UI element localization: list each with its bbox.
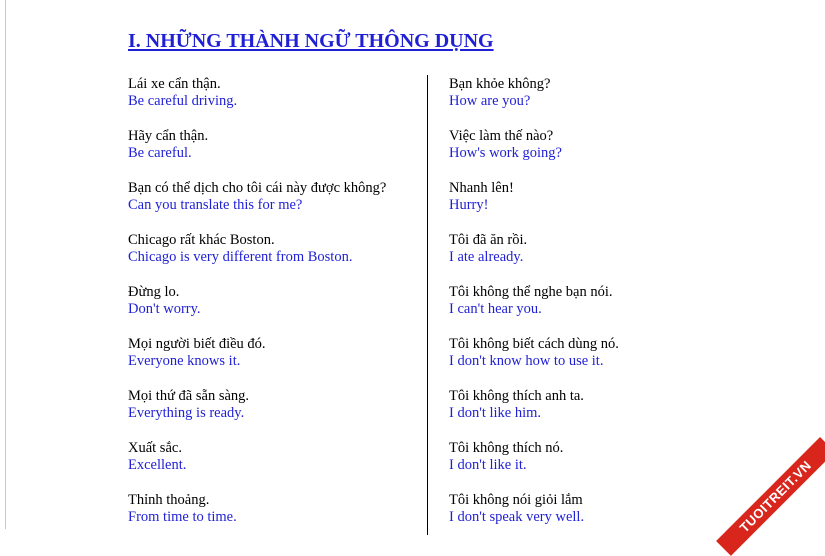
- vietnamese-phrase: Tôi không thích anh ta.: [449, 388, 584, 404]
- section-title: I. NHỮNG THÀNH NGỮ THÔNG DỤNG: [128, 30, 494, 52]
- english-translation: Can you translate this for me?: [128, 197, 303, 214]
- phrase-item: [449, 388, 619, 440]
- vietnamese-phrase: Nhanh lên!: [449, 180, 514, 196]
- vietnamese-phrase: Đừng lo.: [128, 284, 180, 300]
- english-translation: I don't like it.: [449, 457, 527, 474]
- phrase-item: [128, 388, 386, 440]
- phrase-item: [449, 76, 619, 128]
- phrase-item: [449, 232, 619, 284]
- vietnamese-phrase: Tôi không thể nghe bạn nói.: [449, 284, 613, 300]
- phrase-item: [449, 492, 619, 544]
- left-column: [128, 76, 386, 544]
- phrase-item: [449, 284, 619, 336]
- english-translation: From time to time.: [128, 509, 237, 526]
- vietnamese-phrase: Tôi không nói giỏi lắm: [449, 492, 583, 508]
- phrase-item: [128, 232, 386, 284]
- english-translation: I don't like him.: [449, 405, 542, 422]
- vietnamese-phrase: Chicago rất khác Boston.: [128, 232, 275, 248]
- vietnamese-phrase: Hãy cẩn thận.: [128, 128, 209, 144]
- watermark-ribbon: TUOITREIT.VN: [716, 437, 825, 556]
- vietnamese-phrase: Tôi không biết cách dùng nó.: [449, 336, 619, 352]
- phrase-item: [128, 284, 386, 336]
- phrase-item: [128, 76, 386, 128]
- english-translation: Don't worry.: [128, 301, 201, 318]
- english-translation: Chicago is very different from Boston.: [128, 249, 353, 266]
- vietnamese-phrase: Việc làm thế nào?: [449, 128, 554, 144]
- vietnamese-phrase: Mọi thứ đã sẵn sàng.: [128, 388, 250, 404]
- vietnamese-phrase: Xuất sắc.: [128, 440, 182, 456]
- vietnamese-phrase: Bạn khỏe không?: [449, 76, 551, 92]
- vietnamese-phrase: Bạn có thể dịch cho tôi cái này được không?: [128, 180, 387, 196]
- phrase-item: [449, 128, 619, 180]
- phrase-item: [449, 336, 619, 388]
- phrase-item: [128, 128, 386, 180]
- english-translation: I don't speak very well.: [449, 509, 585, 526]
- vietnamese-phrase: Tôi không thích nó.: [449, 440, 564, 456]
- vietnamese-phrase: Tôi đã ăn rồi.: [449, 232, 528, 248]
- english-translation: How's work going?: [449, 145, 562, 162]
- english-translation: I don't know how to use it.: [449, 353, 604, 370]
- right-column: [449, 76, 619, 544]
- phrase-item: [449, 180, 619, 232]
- english-translation: Everyone knows it.: [128, 353, 241, 370]
- english-translation: I can't hear you.: [449, 301, 542, 318]
- english-translation: Be careful driving.: [128, 93, 238, 110]
- column-divider: [427, 75, 428, 535]
- phrase-item: [128, 440, 386, 492]
- vietnamese-phrase: Mọi người biết điều đó.: [128, 336, 266, 352]
- phrase-item: [128, 336, 386, 388]
- english-translation: Everything is ready.: [128, 405, 245, 422]
- english-translation: Excellent.: [128, 457, 187, 474]
- english-translation: I ate already.: [449, 249, 524, 266]
- phrase-item: [128, 492, 386, 544]
- english-translation: Hurry!: [449, 197, 489, 214]
- vietnamese-phrase: Thỉnh thoảng.: [128, 492, 210, 508]
- english-translation: How are you?: [449, 93, 531, 110]
- phrase-item: [449, 440, 619, 492]
- phrase-item: [128, 180, 386, 232]
- page-edge: [5, 0, 6, 529]
- english-translation: Be careful.: [128, 145, 192, 162]
- vietnamese-phrase: Lái xe cẩn thận.: [128, 76, 221, 92]
